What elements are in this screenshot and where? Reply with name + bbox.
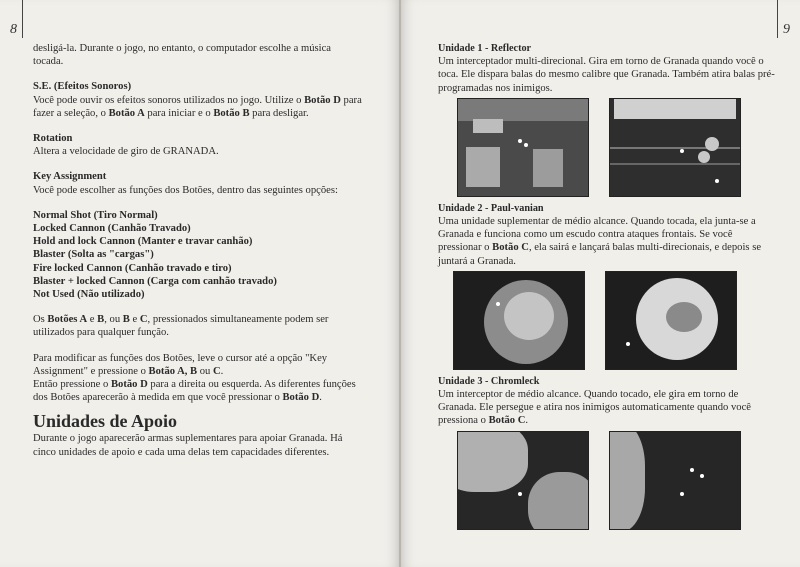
page-number-right: 9 <box>783 22 790 37</box>
right-page <box>401 0 800 567</box>
key-options-list <box>33 209 363 301</box>
unit-2-text: Uma unidade suplementar de médio alcance. Quando tocada, ela junta-se a Granada e funciona como um escudo contra ataques frontais. Se você pressionar o Botão C, ela sairá e lançará balas multi-direcionais, e depois se juntará a Granada. <box>438 216 762 267</box>
list-item: Blaster + locked Cannon (Carga com canhão travado) <box>33 275 277 287</box>
support-units-title: Unidades de Apoio <box>33 411 178 432</box>
page-number-left: 8 <box>10 22 17 37</box>
unit-3-heading: Unidade 3 - Chromleck <box>438 375 540 387</box>
unit-3-text: Um interceptor de médio alcance. Quando tocado, ele gira em torno de Granada. Ele persegue e atira nos inimigos automaticamente quando você pressiona o Botão C. <box>438 389 751 427</box>
unit-2-screenshots <box>438 272 778 369</box>
list-item: Fire locked Cannon (Canhão travado e tiro) <box>33 262 232 274</box>
key-assignment-heading: Key Assignment <box>33 171 107 183</box>
list-item: Locked Cannon (Canhão Travado) <box>33 223 191 235</box>
rotation-text: Altera a velocidade de giro de GRANADA. <box>33 146 219 158</box>
support-units-text: Durante o jogo aparecerão armas suplementares para apoiar Granada. Há cinco unidades de apoio e cada uma delas tem capacidades diferentes. <box>33 433 343 458</box>
game-screenshot <box>610 432 740 529</box>
list-item: Blaster (Solta as "cargas") <box>33 249 154 261</box>
game-screenshot <box>458 432 588 529</box>
game-screenshot <box>610 99 740 196</box>
page-rule <box>22 0 23 38</box>
unit-1-heading: Unidade 1 - Reflector <box>438 43 532 54</box>
intro-text: desligá-la. Durante o jogo, no entanto, o computador escolhe a música tocada. <box>33 43 332 68</box>
left-page <box>0 0 399 567</box>
press-button-d-text: Então pressione o Botão D para a direita ou esquerda. As diferentes funções dos Botões aparecerão à medida em que você pressionar o Botão D. <box>33 379 356 404</box>
page-rule <box>777 0 778 38</box>
key-assignment-text: Você pode escolher as funções dos Botões, dentro das seguintes opções: <box>33 184 338 196</box>
buttons-combo-text: Os Botões A e B, ou B e C, pressionados simultaneamente podem ser utilizados para qualquer função. <box>33 314 329 339</box>
se-heading: S.E. (Efeitos Sonoros) <box>33 81 132 93</box>
list-item: Not Used (Não utilizado) <box>33 289 145 301</box>
left-page-content <box>33 42 363 459</box>
se-text: Você pode ouvir os efeitos sonoros utilizados no jogo. Utilize o Botão D para fazer a seleção, o Botão A para iniciar e o Botão B para desligar. <box>33 94 362 119</box>
unit-3-screenshots <box>438 432 778 529</box>
right-page-content <box>438 42 778 529</box>
game-screenshot <box>458 99 588 196</box>
list-item: Hold and lock Cannon (Manter e travar canhão) <box>33 236 253 248</box>
modify-functions-text: Para modificar as funções dos Botões, leve o cursor até a opção "Key Assignment" e pressione o Botão A, B ou C. <box>33 352 328 377</box>
list-item: Normal Shot (Tiro Normal) <box>33 209 158 221</box>
game-screenshot <box>454 272 584 369</box>
unit-1-screenshots <box>438 99 778 196</box>
game-screenshot <box>606 272 736 369</box>
unit-1-text: Um interceptador multi-direcional. Gira em torno de Granada quando você o toca. Ele dispara balas do mesmo calibre que Granada. Também atira balas pré-programadas nos inimigos. <box>438 56 775 94</box>
unit-2-heading: Unidade 2 - Paul-vanian <box>438 202 544 214</box>
rotation-heading: Rotation <box>33 133 73 145</box>
